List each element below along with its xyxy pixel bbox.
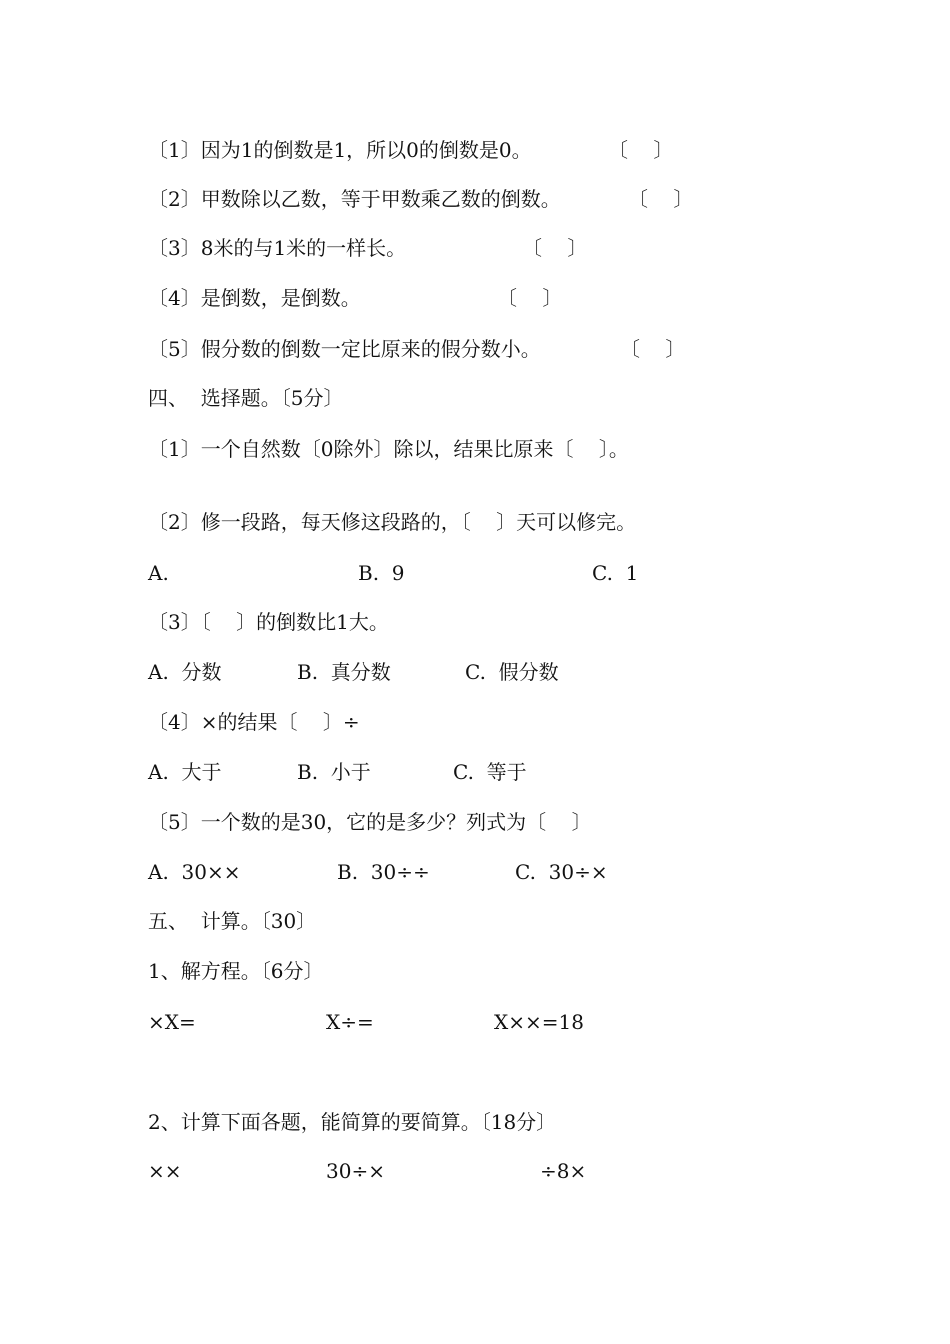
- judge-item-5: [148, 334, 541, 364]
- equation-2: X÷=: [326, 1010, 374, 1034]
- q5-option-a[interactable]: A. 30××: [148, 860, 241, 884]
- q5-option-b[interactable]: B. 30÷÷: [337, 860, 430, 884]
- q2-option-c[interactable]: C. 1: [592, 561, 639, 585]
- q3-option-a[interactable]: A. 分数: [148, 660, 222, 684]
- q4-option-a[interactable]: A. 大于: [148, 760, 222, 784]
- choice-question-4: 〔4〕×的结果〔 〕÷: [148, 710, 360, 734]
- q4-option-c[interactable]: C. 等于: [453, 760, 527, 784]
- judge-answer-bracket-2[interactable]: 〔 〕: [628, 187, 694, 211]
- q3-option-b[interactable]: B. 真分数: [297, 660, 391, 684]
- choice-question-5: 〔5〕一个数的是30，它的是多少？列式为〔 〕: [148, 810, 592, 834]
- section-5-title: 五、 计算。〔30〕: [148, 909, 317, 933]
- section-4-title: 四、 选择题。〔5分〕: [148, 386, 344, 410]
- judge-item-text: 〔3〕8米的与1米的一样长。: [148, 236, 407, 260]
- judge-answer-bracket-5[interactable]: 〔 〕: [620, 337, 686, 361]
- equation-3: X××=18: [494, 1010, 584, 1034]
- q2-option-b[interactable]: B. 9: [358, 561, 405, 585]
- judge-item-text: 〔5〕假分数的倒数一定比原来的假分数小。: [148, 337, 541, 361]
- judge-item-4: [148, 283, 361, 313]
- expression-3: ÷8×: [540, 1159, 587, 1183]
- calculation-part-title: 2、计算下面各题，能简算的要简算。〔18分〕: [148, 1110, 557, 1134]
- judge-answer-bracket-4[interactable]: 〔 〕: [497, 286, 563, 310]
- choice-question-2: 〔2〕修一段路，每天修这段路的，〔 〕天可以修完。: [148, 510, 637, 534]
- judge-item-3: [148, 233, 406, 263]
- choice-question-3: 〔3〕〔 〕的倒数比1大。: [148, 610, 389, 634]
- equation-1: ×X=: [148, 1010, 196, 1034]
- expression-2: 30÷×: [326, 1159, 385, 1183]
- judge-answer-bracket-3[interactable]: 〔 〕: [522, 236, 588, 260]
- equation-part-title: 1、解方程。〔6分〕: [148, 959, 324, 983]
- judge-item-2: [148, 184, 561, 214]
- q2-option-a[interactable]: A.: [148, 561, 169, 585]
- expression-1: ××: [148, 1159, 182, 1183]
- choice-question-1: 〔1〕一个自然数〔0除外〕除以，结果比原来〔 〕。: [148, 437, 629, 461]
- judge-item-1: [148, 135, 532, 165]
- q5-option-c[interactable]: C. 30÷×: [515, 860, 608, 884]
- judge-item-text: 〔4〕是倒数，是倒数。: [148, 286, 361, 310]
- judge-item-text: 〔1〕因为1的倒数是1，所以0的倒数是0。: [148, 138, 532, 162]
- judge-answer-bracket-1[interactable]: 〔 〕: [608, 138, 674, 162]
- q3-option-c[interactable]: C. 假分数: [465, 660, 559, 684]
- q4-option-b[interactable]: B. 小于: [297, 760, 371, 784]
- judge-item-text: 〔2〕甲数除以乙数，等于甲数乘乙数的倒数。: [148, 187, 561, 211]
